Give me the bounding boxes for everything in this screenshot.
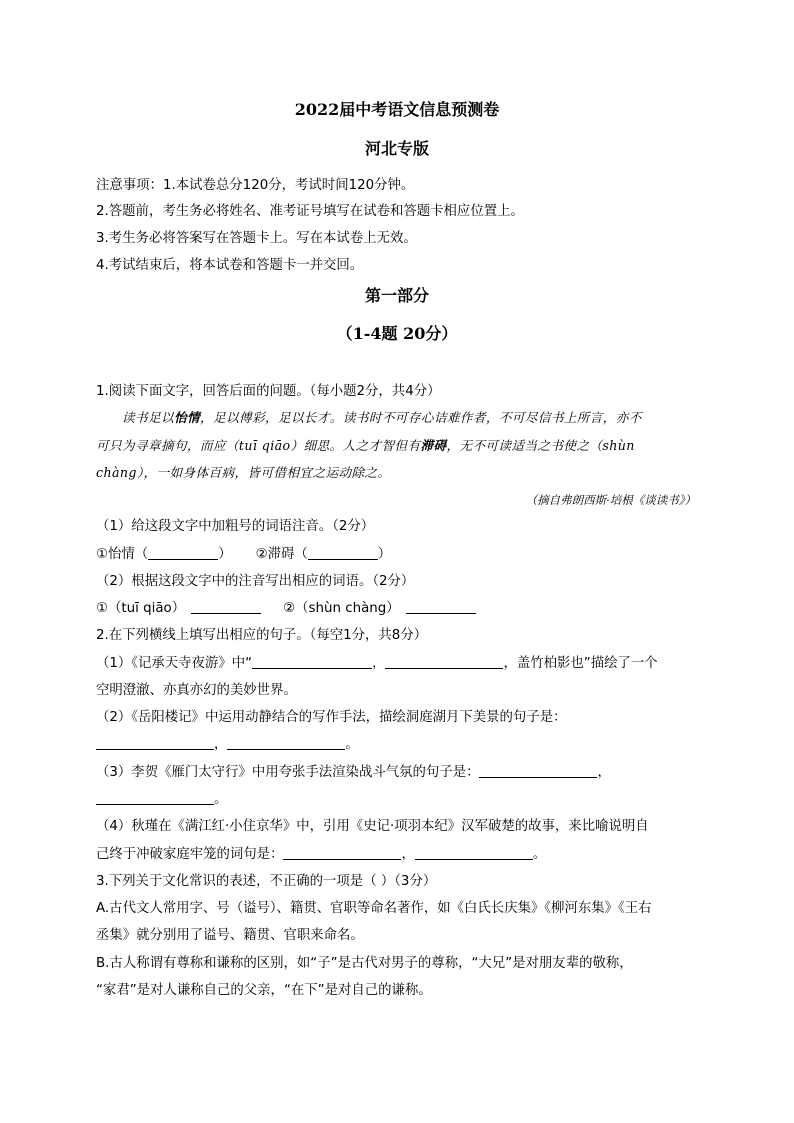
question-text: ，	[214, 737, 228, 752]
answer-label: ）	[377, 547, 392, 562]
q3-stem: 3.下列关于文化常识的表述，不正确的一项是（ ）（3分）	[96, 874, 437, 889]
passage-text: 可只为寻章摘句，而应（tuī qiāo）细思。人之才智但有	[96, 438, 421, 453]
question-text: ，	[401, 847, 415, 862]
part-title: 第一部分	[364, 286, 429, 305]
answer-label: ②（shùn chàng）	[283, 601, 400, 616]
q1-sub1: （1）给这段文字中加粗号的词语注音。（2分）	[96, 519, 375, 534]
answer-blank[interactable]	[96, 790, 214, 805]
q1-passage-line-1	[122, 408, 642, 428]
q2-s3-line-2	[96, 790, 227, 810]
answer-label: ②滞碍（	[255, 547, 308, 562]
passage-text: ，无不可读适当之书使之（shùn	[446, 438, 635, 453]
exam-edition: 河北专版	[364, 139, 429, 158]
question-text: （1）《记承天寺夜游》中“	[96, 656, 253, 671]
q1-stem: 1.阅读下面文字，回答后面的问题。（每小题2分，共4分）	[96, 384, 441, 399]
answer-label: ①怡情（	[96, 547, 149, 562]
q1-passage-line-2	[96, 436, 635, 456]
part-range: （1-4题 20分）	[336, 324, 458, 343]
notice-line-4: 4.考试结束后，将本试卷和答题卡一并交回。	[96, 258, 364, 273]
question-text: 。	[214, 792, 228, 807]
answer-blank[interactable]	[479, 763, 597, 778]
q1-sub2: （2）根据这段文字中的注音写出相应的词语。（2分）	[96, 574, 415, 589]
q3-option-b-line-2: “家君”是对人谦称自己的父亲，“在下”是对自己的谦称。	[96, 983, 432, 998]
notice-line-1: 注意事项：1.本试卷总分120分，考试时间120分钟。	[96, 178, 415, 193]
answer-blank[interactable]	[308, 545, 378, 560]
q1-passage-line-3: chàng），一如身体百病，皆可借相宜之运动除之。	[96, 465, 391, 480]
q1-sub2-answers	[96, 599, 476, 619]
question-text: ，盖竹柏影也”描绘了一个	[503, 656, 658, 671]
q2-s4-line-1: （4）秋瑾在《满江红·小住京华》中，引用《史记·项羽本纪》汉军破楚的故事，来比喻说明自	[96, 819, 649, 834]
q3-option-a-line-2: 丞集》就分别用了谥号、籍贯、官职来命名。	[96, 928, 364, 943]
passage-text: 读书足以	[122, 410, 174, 425]
q2-s1-line-1	[96, 654, 658, 674]
passage-text: ，足以傅彩，足以长才。读书时不可存心诘难作者，不可尽信书上所言，亦不	[199, 410, 642, 425]
answer-blank[interactable]	[191, 599, 261, 614]
answer-blank[interactable]	[96, 735, 214, 750]
q2-s3-line-1	[96, 763, 611, 783]
answer-blank[interactable]	[406, 599, 476, 614]
answer-label: ①（tuī qiāo）	[96, 601, 186, 616]
q3-option-b-line-1: B.古人称谓有尊称和谦称的区别，如“子”是古代对男子的尊称，“大兄”是对朋友辈的敬称，	[96, 956, 633, 971]
question-text: 。	[345, 737, 359, 752]
exam-title: 2022届中考语文信息预测卷	[294, 100, 500, 119]
question-text: 。	[532, 847, 547, 862]
q2-s2-line-1: （2）《岳阳楼记》中运用动静结合的写作手法，描绘洞庭湖月下美景的句子是：	[96, 710, 567, 725]
answer-blank[interactable]	[148, 545, 218, 560]
question-text: ，	[372, 656, 386, 671]
notice-line-3: 3.考生务必将答案写在答题卡上。写在本试卷上无效。	[96, 231, 417, 246]
passage-bold-word-1: 怡情	[173, 410, 200, 425]
answer-blank[interactable]	[283, 845, 401, 860]
q3-option-a-line-1: A.古代文人常用字、号（谥号）、籍贯、官职等命名著作，如《白氏长庆集》《柳河东集》《王右	[96, 901, 652, 916]
answer-label: ）	[218, 547, 232, 562]
answer-blank[interactable]	[385, 654, 503, 669]
q1-sub1-answers	[96, 545, 391, 565]
q1-passage-source: （摘自弗朗西斯·培根《谈读书》）	[525, 493, 696, 507]
answer-blank[interactable]	[252, 654, 372, 669]
question-text: ，	[597, 765, 611, 780]
notice-line-2: 2.答题前，考生务必将姓名、准考证号填写在试卷和答题卡相应位置上。	[96, 204, 524, 219]
question-text: 己终于冲破家庭牢笼的词句是：	[96, 847, 284, 862]
q2-s2-line-2	[96, 735, 359, 755]
answer-blank[interactable]	[415, 845, 533, 860]
q2-s4-line-2	[96, 845, 546, 865]
answer-blank[interactable]	[227, 735, 345, 750]
question-text: （3）李贺《雁门太守行》中用夸张手法渲染战斗气氛的句子是：	[96, 765, 480, 780]
passage-bold-word-2: 滞碍	[420, 438, 447, 453]
q2-s1-line-2: 空明澄澈、亦真亦幻的美妙世界。	[96, 683, 297, 698]
q2-stem: 2.在下列横线上填写出相应的句子。（每空1分，共8分）	[96, 628, 428, 643]
